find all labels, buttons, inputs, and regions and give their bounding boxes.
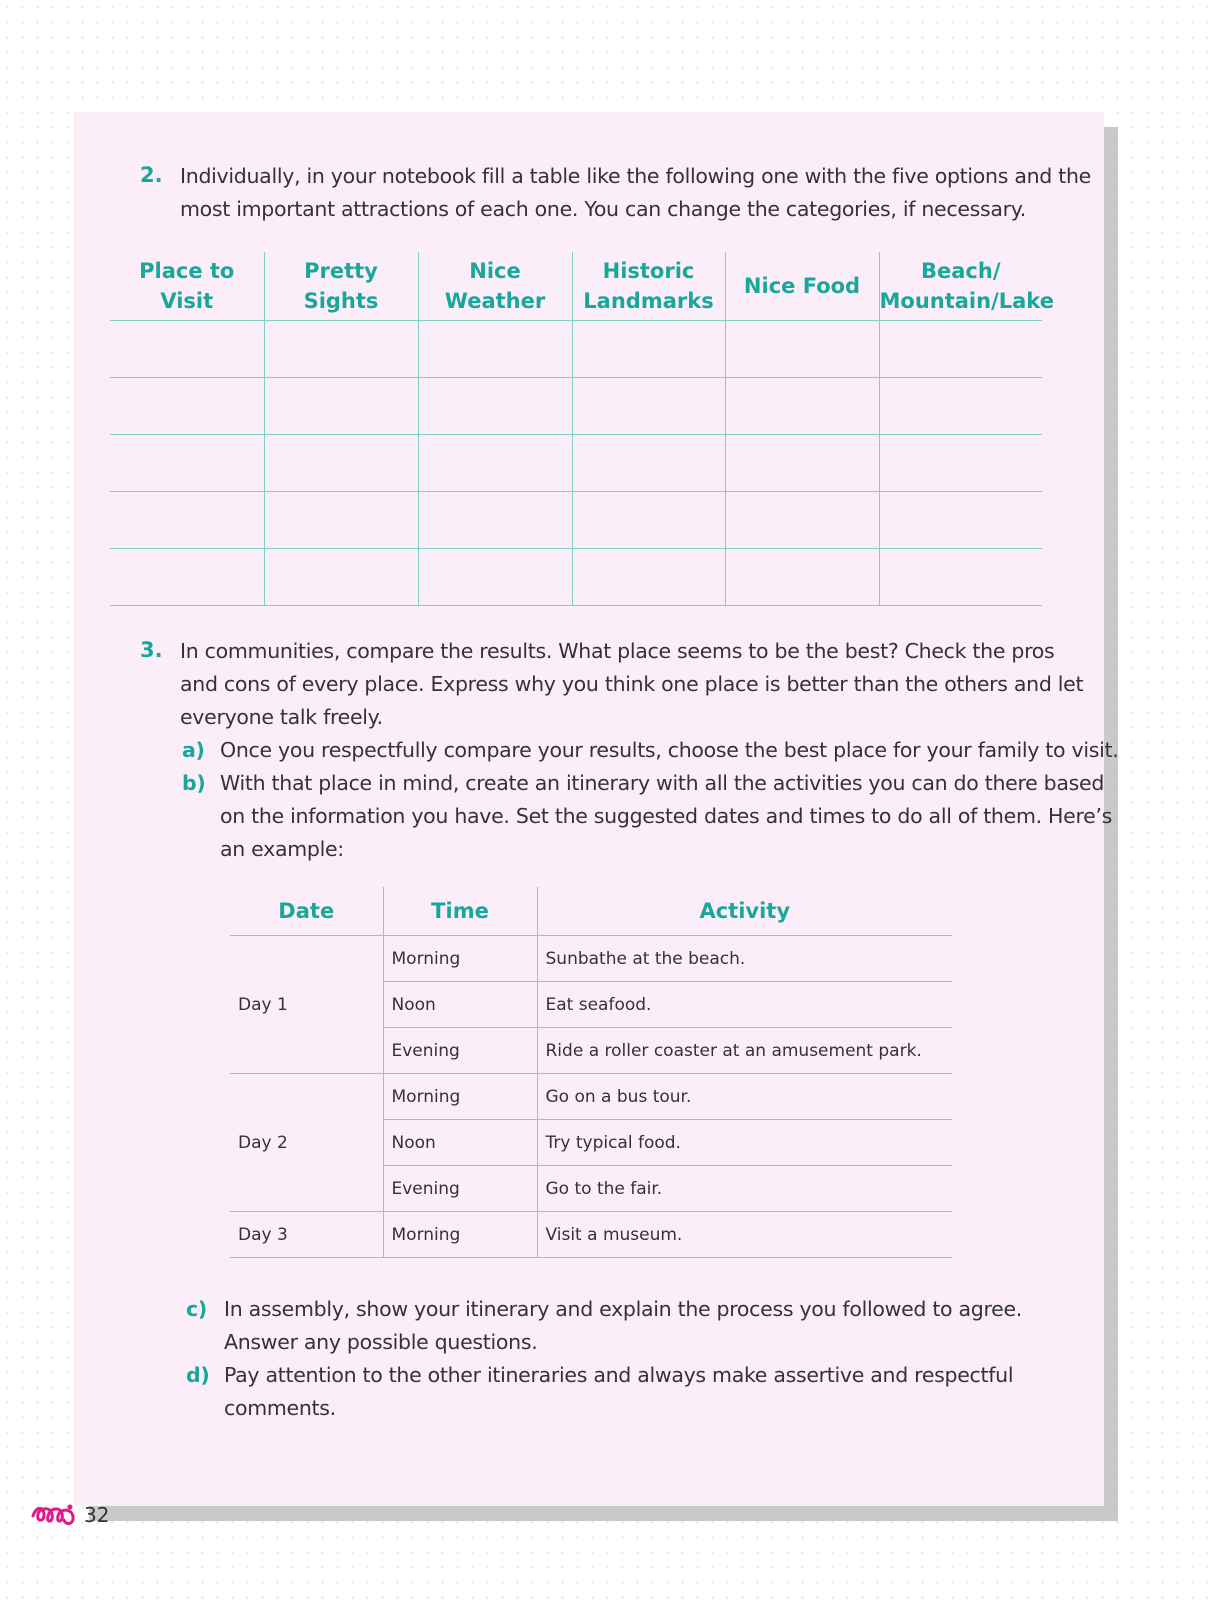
header-historic-landmarks: Historic Landmarks [572, 252, 725, 320]
task-3-line-2: and cons of every place. Express why you think one place is better than the others and let [180, 672, 1084, 696]
header-time: Time [383, 887, 537, 936]
itinerary-table [230, 887, 952, 1258]
subtask-c-line-2: Answer any possible questions. [224, 1330, 538, 1354]
time-cell: Evening [383, 1166, 537, 1212]
subtask-b-line-2: on the information you have. Set the suggested dates and times to do all of them. Here’s [220, 804, 1113, 828]
table-row [110, 377, 1042, 434]
table-row [110, 491, 1042, 548]
subtask-b-line-1: With that place in mind, create an itinerary with all the activities you can do there based [220, 771, 1105, 795]
header-nice-weather: Nice Weather [418, 252, 572, 320]
day-cell: Day 1 [230, 936, 383, 1074]
activity-cell: Try typical food. [537, 1120, 952, 1166]
table-row [110, 434, 1042, 491]
subtask-c-letter: c) [186, 1297, 207, 1321]
subtask-c [186, 1293, 1023, 1359]
time-cell: Noon [383, 1120, 537, 1166]
subtask-b-letter: b) [182, 771, 206, 795]
pink-squiggle-logo-icon [30, 1500, 76, 1530]
subtask-c-line-1: In assembly, show your itinerary and explain the process you followed to agree. [224, 1297, 1023, 1321]
task-2-line-2: most important attractions of each one. You can change the categories, if necessary. [180, 197, 1026, 221]
activity-cell: Visit a museum. [537, 1212, 952, 1258]
header-activity: Activity [537, 887, 952, 936]
time-cell: Morning [383, 1074, 537, 1120]
page-number: 32 [84, 1503, 110, 1527]
table-row [110, 548, 1042, 605]
header-pretty-sights: Pretty Sights [264, 252, 418, 320]
header-place-to-visit: Place to Visit [110, 252, 264, 320]
activity-cell: Sunbathe at the beach. [537, 936, 952, 982]
time-cell: Evening [383, 1028, 537, 1074]
subtask-a-letter: a) [182, 738, 205, 762]
subtask-b-line-3: an example: [220, 837, 344, 861]
places-table [110, 252, 1054, 606]
subtask-a-text: Once you respectfully compare your results, choose the best place for your family to visit. [220, 738, 1119, 762]
header-beach-mountain-lake: Beach/ Mountain/Lake [879, 252, 1042, 320]
header-nice-food: Nice Food [725, 252, 879, 320]
subtask-d-line-1: Pay attention to the other itineraries and always make assertive and respectful [224, 1363, 1014, 1387]
activity-cell: Go to the fair. [537, 1166, 952, 1212]
task-3-number: 3. [140, 638, 163, 662]
task-2-line-1: Individually, in your notebook fill a table like the following one with the five options and the [180, 164, 1091, 188]
task-3-line-3: everyone talk freely. [180, 705, 383, 729]
subtask-a [182, 734, 1119, 767]
activity-cell: Go on a bus tour. [537, 1074, 952, 1120]
table-row [230, 1074, 952, 1120]
time-cell: Morning [383, 936, 537, 982]
day-cell: Day 2 [230, 1074, 383, 1212]
day-cell: Day 3 [230, 1212, 383, 1258]
activity-cell: Ride a roller coaster at an amusement park. [537, 1028, 952, 1074]
time-cell: Noon [383, 982, 537, 1028]
time-cell: Morning [383, 1212, 537, 1258]
subtask-d-letter: d) [186, 1363, 210, 1387]
subtask-d [186, 1359, 1014, 1425]
table-row [110, 320, 1042, 377]
activity-cell: Eat seafood. [537, 982, 952, 1028]
subtask-d-line-2: comments. [224, 1396, 336, 1420]
task-2-number: 2. [140, 163, 163, 187]
table-row [230, 936, 952, 982]
header-date: Date [230, 887, 383, 936]
table-row [230, 1212, 952, 1258]
task-3-instructions [180, 635, 1083, 734]
task-3-line-1: In communities, compare the results. What place seems to be the best? Check the pros [180, 639, 1055, 663]
task-2-instructions [180, 160, 1091, 226]
subtask-b [182, 767, 1113, 866]
